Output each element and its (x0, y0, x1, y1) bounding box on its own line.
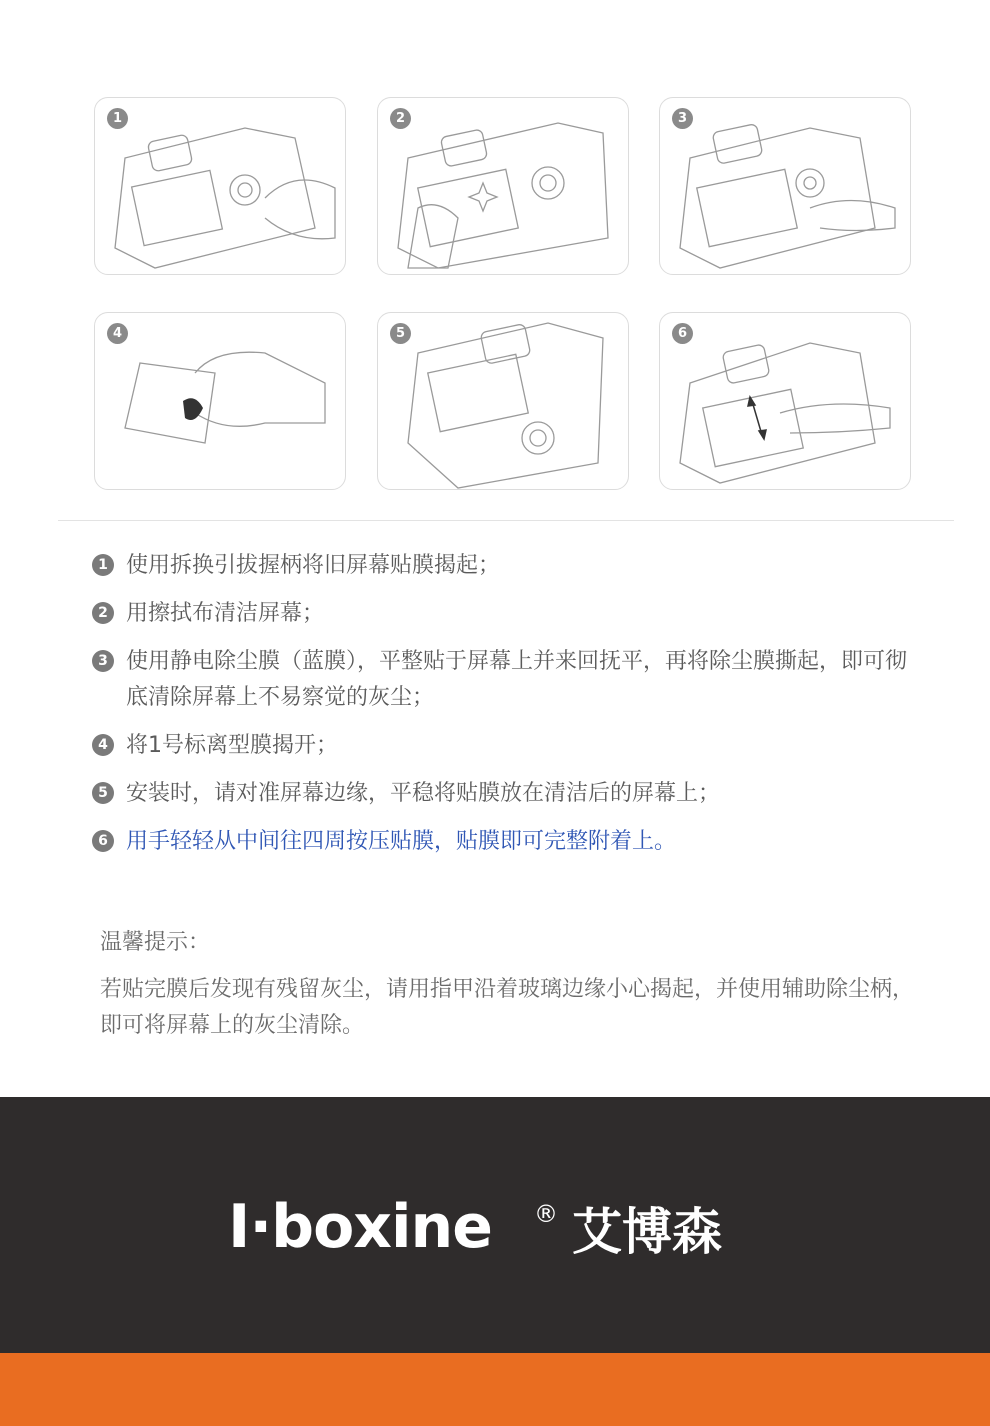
section-divider (58, 520, 954, 521)
step-number-badge: 6 (672, 323, 693, 344)
camera-icon (660, 313, 911, 490)
brand-logo: I·boxine (228, 1192, 492, 1262)
tips-body: 若贴完膜后发现有残留灰尘，请用指甲沿着玻璃边缘小心揭起，并使用辅助除尘柄，即可将屏幕上的灰尘清除。 (100, 977, 915, 1038)
step-1-instruction (92, 548, 916, 584)
brand-footer (0, 1097, 990, 1353)
step-number-icon: 6 (92, 830, 114, 852)
step-number-badge: 3 (672, 108, 693, 129)
camera-icon (660, 98, 911, 275)
step-4-instruction (92, 728, 916, 764)
step-2-instruction (92, 596, 916, 632)
step-3-panel (659, 97, 911, 275)
camera-icon (95, 98, 346, 275)
step-number-badge: 1 (107, 108, 128, 129)
step-2-panel (377, 97, 629, 275)
step-number-badge: 4 (107, 323, 128, 344)
step-text: 安装时，请对准屏幕边缘，平稳将贴膜放在清洁后的屏幕上； (126, 781, 721, 806)
step-1-panel (94, 97, 346, 275)
film-peel-icon (95, 313, 346, 490)
registered-mark: ® (534, 1200, 558, 1228)
step-number-icon: 5 (92, 782, 114, 804)
step-number-icon: 1 (92, 554, 114, 576)
step-6-instruction (92, 824, 916, 860)
step-text: 将1号标离型膜揭开； (126, 733, 338, 758)
step-number-badge: 2 (390, 108, 411, 129)
step-text: 使用拆换引拔握柄将旧屏幕贴膜揭起； (126, 553, 501, 578)
step-3-instruction (92, 644, 916, 716)
camera-icon (378, 98, 629, 275)
step-6-panel (659, 312, 911, 490)
step-5-instruction (92, 776, 916, 812)
step-text: 用手轻轻从中间往四周按压贴膜，贴膜即可完整附着上。 (126, 829, 677, 854)
camera-icon (378, 313, 629, 490)
step-text: 使用静电除尘膜（蓝膜），平整贴于屏幕上并来回抚平，再将除尘膜撕起，即可彻底清除屏幕上不易察觉的灰尘； (126, 649, 908, 710)
step-number-icon: 3 (92, 650, 114, 672)
step-4-panel (94, 312, 346, 490)
orange-bar (0, 1353, 990, 1426)
step-text: 用擦拭布清洁屏幕； (126, 601, 325, 626)
step-number-badge: 5 (390, 323, 411, 344)
tips-title: 温馨提示： (100, 930, 211, 955)
brand-chinese-name: 艾博森 (572, 1203, 722, 1261)
step-number-icon: 2 (92, 602, 114, 624)
step-5-panel (377, 312, 629, 490)
step-number-icon: 4 (92, 734, 114, 756)
